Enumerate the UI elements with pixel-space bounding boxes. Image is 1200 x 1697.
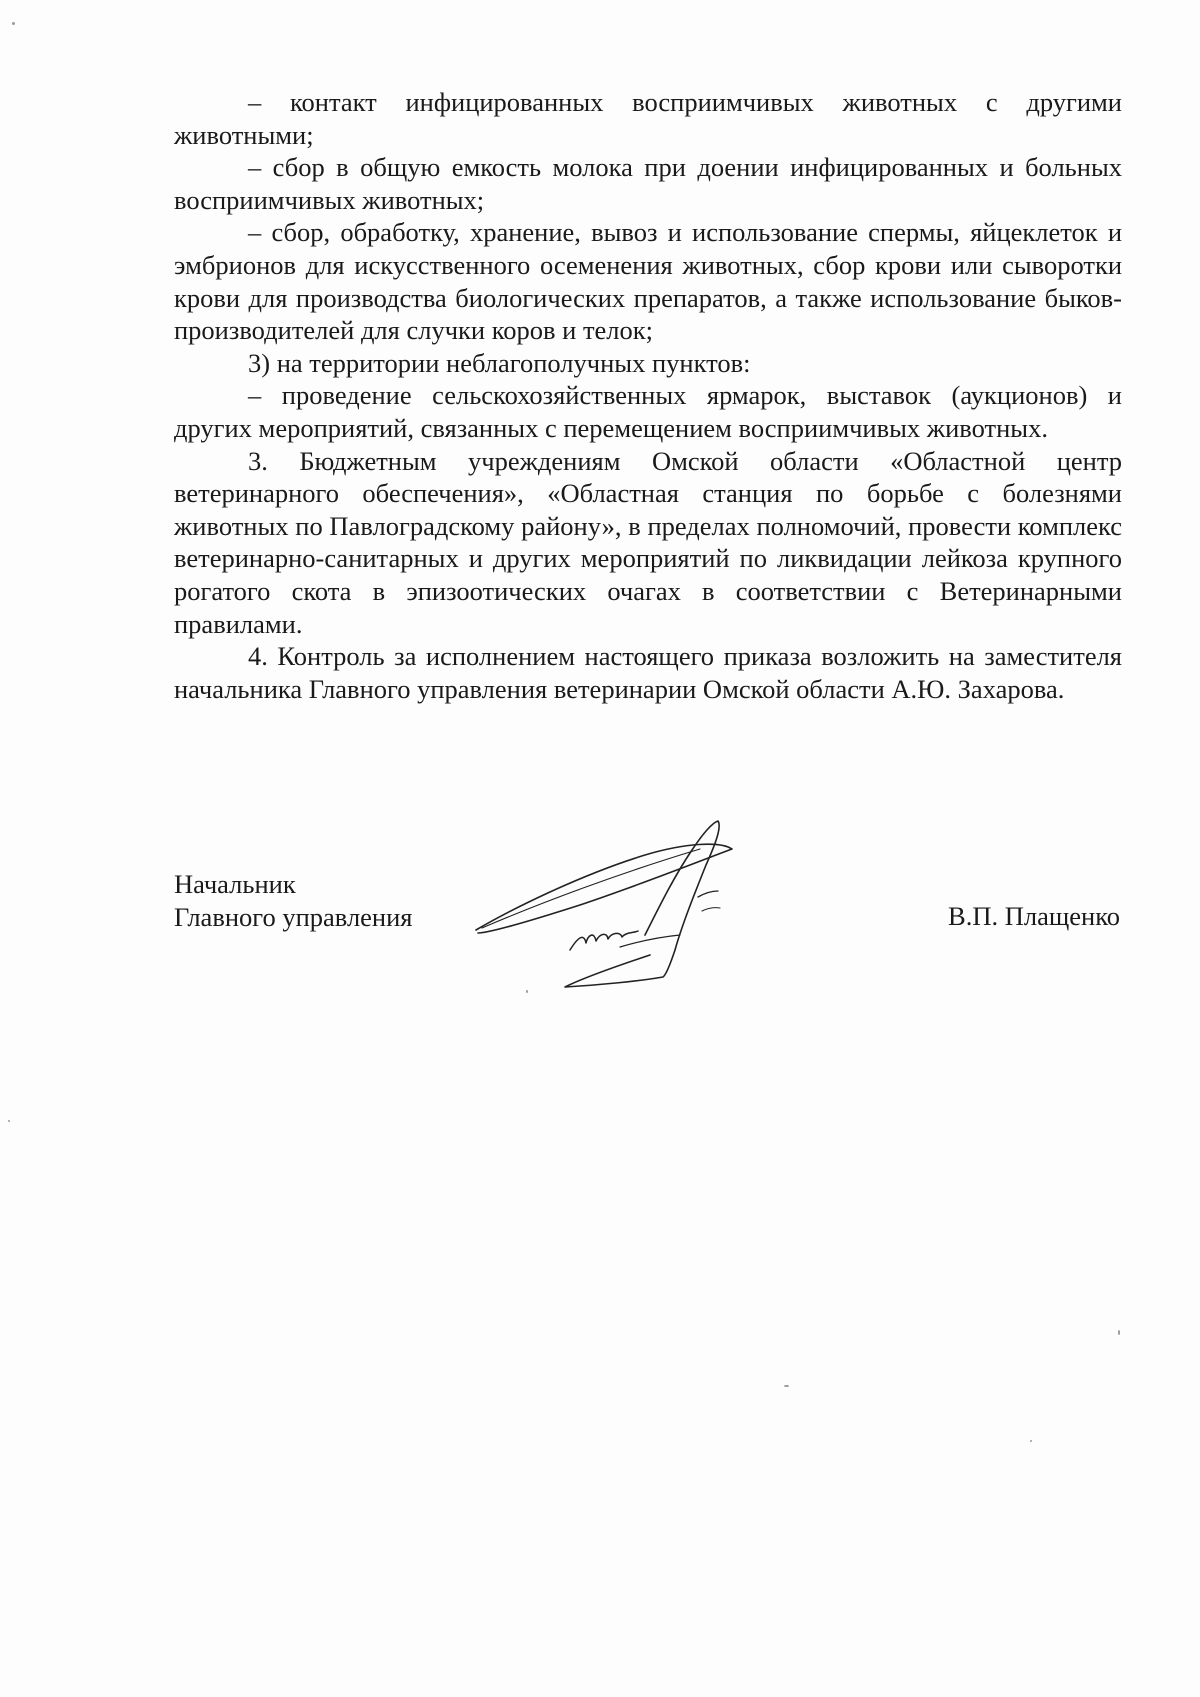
scan-speck bbox=[8, 1120, 10, 1122]
paragraph-item-4: 4. Контроль за исполнением настоящего приказа возложить на заместителя начальника Главного управления ветеринарии Омской области А.Ю. Захарова. bbox=[174, 641, 1122, 704]
scan-speck bbox=[526, 990, 528, 993]
scan-speck bbox=[1030, 1440, 1032, 1442]
signatory-name: В.П. Плащенко bbox=[948, 901, 1120, 931]
paragraph-item-3: 3. Бюджетным учреждениям Омской области «Областной центр ветеринарного обеспечения», «Областная станция по борьбе с болезнями животных по Павлоградскому району», в пределах полномочий, провести комплекс ветеринарно-санитарных и других мероприятий по ликвидации лейкоза крупного рогатого скота в эпизоотических очагах в соответствии с Ветеринарными правилами. bbox=[174, 445, 1122, 639]
scan-speck bbox=[784, 1385, 789, 1387]
paragraph-sperm-collection: – сбор, обработку, хранение, вывоз и использование спермы, яйцеклеток и эмбрионов для искусственного осеменения животных, сбор крови или сыворотки крови для производства биологических препаратов, а также использование быков-производителей для случки коров и телок; bbox=[174, 217, 1122, 346]
paragraph-fairs-ban: – проведение сельскохозяйственных ярмарок, выставок (аукционов) и других мероприятий, связанных с перемещением восприимчивых животных. bbox=[174, 380, 1122, 443]
paragraph-milk-collection: – сбор в общую емкость молока при доении инфицированных и больных восприимчивых животных; bbox=[174, 152, 1122, 215]
signatory-position-line1: Начальник bbox=[174, 869, 296, 899]
paragraph-contact-animals: – контакт инфицированных восприимчивых животных с другими животными; bbox=[174, 87, 1122, 150]
paragraph-territory-heading: 3) на территории неблагополучных пунктов: bbox=[248, 347, 751, 378]
document-body bbox=[174, 86, 1122, 705]
signatory-position-line2: Главного управления bbox=[174, 901, 413, 932]
signatory-position bbox=[174, 868, 474, 933]
scan-speck bbox=[12, 22, 15, 25]
handwritten-signature bbox=[470, 815, 820, 990]
scan-speck bbox=[1118, 1330, 1120, 1335]
